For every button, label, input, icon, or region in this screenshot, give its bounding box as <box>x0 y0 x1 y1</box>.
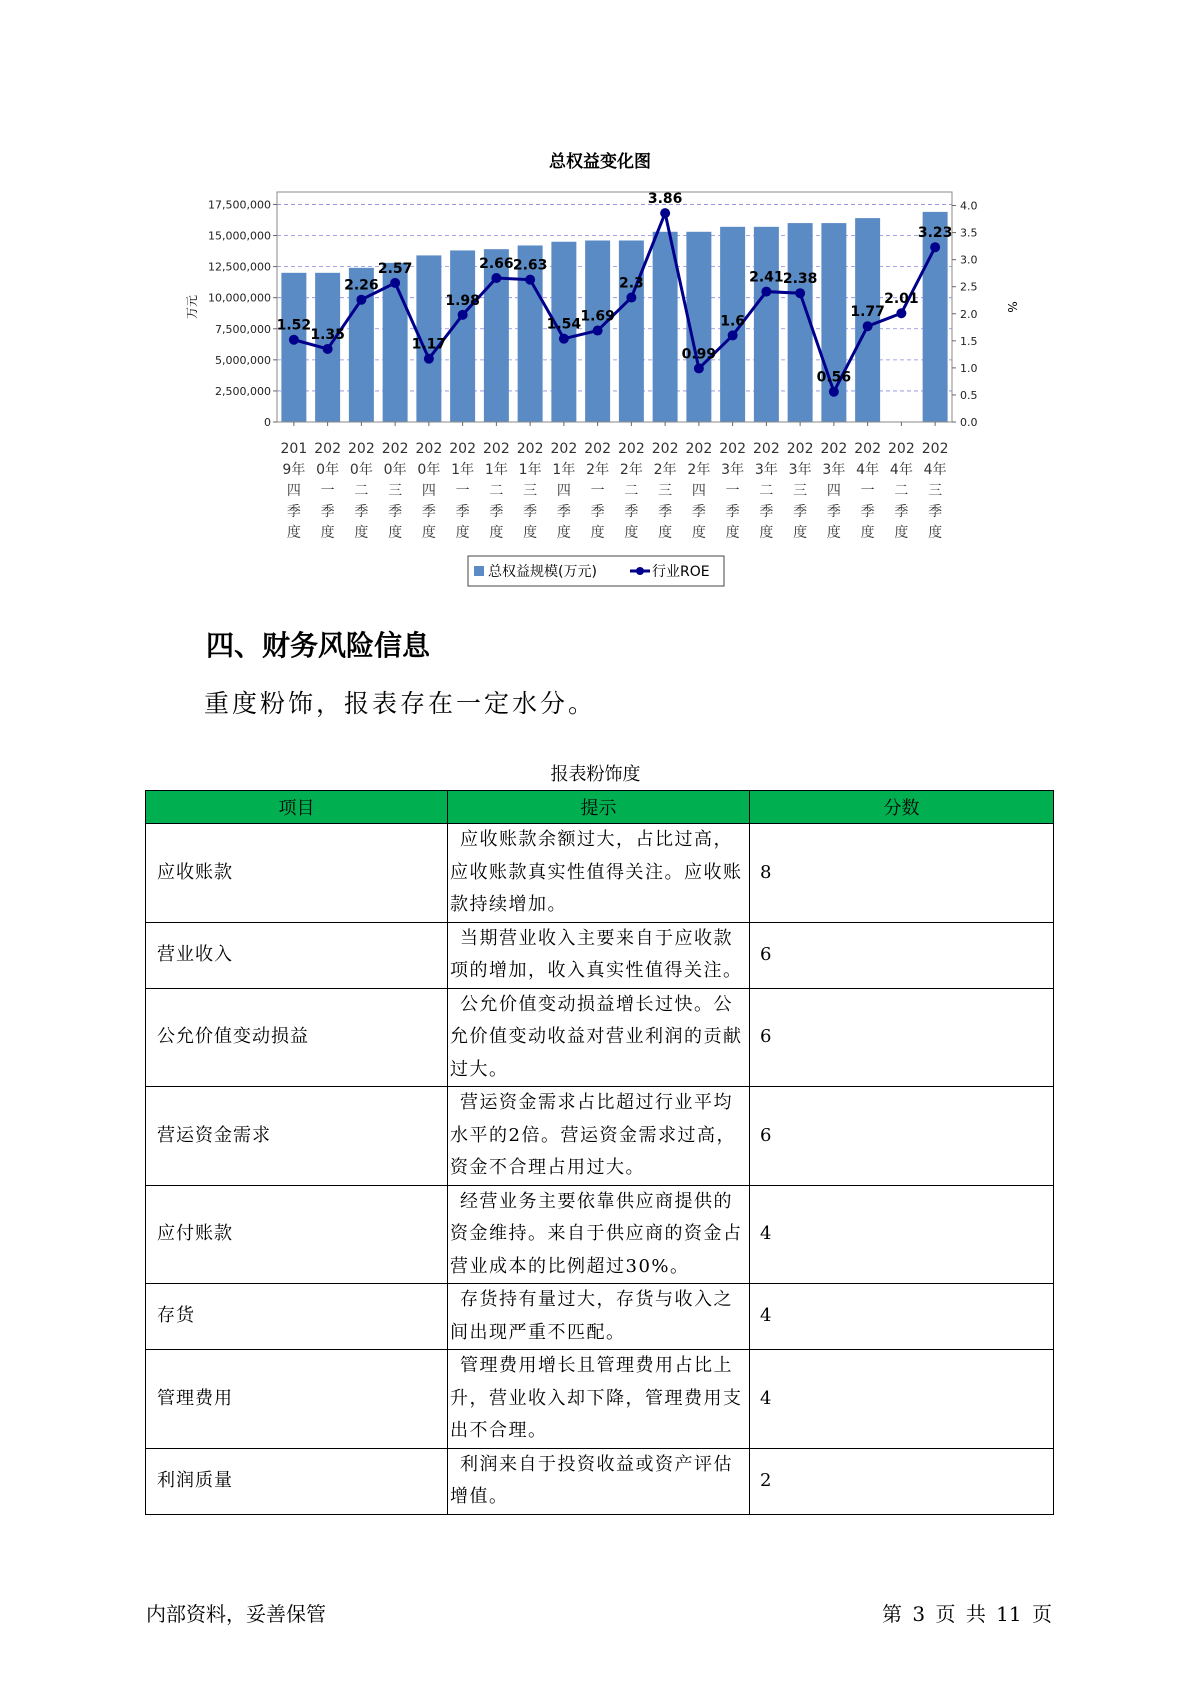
row-score: 6 <box>750 1087 1054 1186</box>
row-score: 6 <box>750 922 1054 988</box>
y2-tick-label: 2.5 <box>960 280 978 294</box>
roe-data-label: 1.98 <box>445 292 480 309</box>
footer-confidential: 内部资料，妥善保管 <box>146 1602 326 1626</box>
x-tick-label: 9年 <box>282 462 306 478</box>
roe-point <box>525 275 535 285</box>
x-tick-label: 一 <box>590 483 605 499</box>
table-row <box>146 988 1054 1087</box>
x-tick-label: 季 <box>894 504 909 520</box>
x-tick-label: 季 <box>725 504 740 520</box>
roe-point <box>930 242 940 252</box>
bar <box>754 227 779 422</box>
roe-data-label: 1.35 <box>310 326 345 343</box>
x-tick-label: 二 <box>759 483 774 499</box>
row-score: 2 <box>750 1448 1054 1514</box>
bar <box>450 250 475 422</box>
x-tick-label: 度 <box>624 525 639 541</box>
y-tick-label: 2,500,000 <box>215 384 271 398</box>
x-tick-label: 1年 <box>451 462 475 478</box>
x-tick-label: 202 <box>820 441 848 457</box>
roe-point <box>863 321 873 331</box>
x-tick-label: 4年 <box>856 462 880 478</box>
y-tick-label: 15,000,000 <box>208 229 271 243</box>
x-tick-label: 度 <box>894 525 909 541</box>
row-score: 4 <box>750 1284 1054 1350</box>
x-tick-label: 季 <box>556 504 571 520</box>
roe-data-label: 0.56 <box>816 369 852 386</box>
roe-data-label: 0.99 <box>681 346 717 363</box>
roe-data-label: 2.26 <box>344 277 379 294</box>
x-tick-label: 度 <box>421 525 436 541</box>
row-score: 4 <box>750 1185 1054 1284</box>
x-tick-label: 一 <box>860 483 875 499</box>
x-tick-label: 二 <box>894 483 909 499</box>
x-tick-label: 一 <box>455 483 470 499</box>
roe-data-label: 2.41 <box>749 269 784 286</box>
roe-point <box>458 310 468 320</box>
roe-data-label: 3.86 <box>647 191 683 208</box>
roe-data-label: 1.6 <box>720 313 746 330</box>
x-tick-label: 202 <box>381 441 409 457</box>
x-tick-label: 202 <box>888 441 915 457</box>
y2-tick-label: 2.0 <box>960 307 978 321</box>
table-row <box>146 922 1054 988</box>
risk-table <box>145 790 1054 1515</box>
x-tick-label: 202 <box>314 441 341 457</box>
row-item: 管理费用 <box>146 1350 448 1449</box>
y-tick-label: 12,500,000 <box>208 260 271 274</box>
x-tick-label: 3年 <box>788 462 812 478</box>
bar <box>281 273 306 422</box>
x-tick-label: 202 <box>651 441 679 457</box>
y2-tick-label: 1.0 <box>960 361 978 375</box>
row-hint: 经营业务主要依靠供应商提供的资金维持。来自于供应商的资金占营业成本的比例超过30%。 <box>448 1185 750 1284</box>
x-tick-label: 度 <box>590 525 605 541</box>
roe-data-label: 1.77 <box>850 304 885 321</box>
x-tick-label: 四 <box>556 483 571 499</box>
roe-point <box>289 335 299 345</box>
row-score: 8 <box>750 824 1054 923</box>
x-tick-label: 季 <box>354 504 369 520</box>
row-item: 公允价值变动损益 <box>146 988 448 1087</box>
row-score: 6 <box>750 988 1054 1087</box>
x-tick-label: 度 <box>759 525 774 541</box>
x-tick-label: 度 <box>286 525 301 541</box>
x-tick-label: 201 <box>280 441 308 457</box>
x-tick-label: 季 <box>590 504 605 520</box>
roe-data-label: 1.54 <box>546 316 582 333</box>
x-tick-label: 0年 <box>383 462 407 478</box>
x-tick-label: 三 <box>658 483 673 499</box>
table-row <box>146 1448 1054 1514</box>
table-row <box>146 1087 1054 1186</box>
roe-data-label: 1.69 <box>580 308 615 325</box>
row-item: 存货 <box>146 1284 448 1350</box>
x-tick-label: 4年 <box>889 462 913 478</box>
x-tick-label: 2年 <box>687 462 711 478</box>
table-header-row <box>146 791 1054 824</box>
header-score: 分数 <box>750 791 1054 824</box>
table-row <box>146 824 1054 923</box>
roe-data-label: 2.38 <box>782 271 818 288</box>
x-tick-label: 0年 <box>349 462 373 478</box>
x-tick-label: 度 <box>793 525 808 541</box>
table-row <box>146 1350 1054 1449</box>
row-hint: 营运资金需求占比超过行业平均水平的2倍。营运资金需求过高，资金不合理占用过大。 <box>448 1087 750 1186</box>
x-tick-label: 度 <box>489 525 504 541</box>
x-tick-label: 季 <box>388 504 403 520</box>
y2-tick-label: 3.0 <box>960 253 978 267</box>
x-tick-label: 四 <box>421 483 436 499</box>
x-tick-label: 四 <box>286 483 301 499</box>
row-hint: 应收账款余额过大，占比过高，应收账款真实性值得关注。应收账款持续增加。 <box>448 824 750 923</box>
x-tick-label: 202 <box>550 441 578 457</box>
x-tick-label: 四 <box>826 483 841 499</box>
x-tick-label: 季 <box>658 504 673 520</box>
roe-data-label: 1.52 <box>276 317 312 334</box>
y-axis-label: 万元 <box>185 294 199 320</box>
roe-line <box>277 191 953 397</box>
row-hint: 公允价值变动损益增长过快。公允价值变动收益对营业利润的贡献过大。 <box>448 988 750 1087</box>
x-tick-label: 202 <box>685 441 713 457</box>
x-tick-label: 三 <box>928 483 943 499</box>
row-item: 利润质量 <box>146 1448 448 1514</box>
roe-data-label: 2.63 <box>512 257 548 274</box>
roe-point <box>424 354 434 364</box>
x-tick-label: 1年 <box>518 462 542 478</box>
x-tick-label: 202 <box>618 441 645 457</box>
y2-tick-label: 1.5 <box>960 334 978 348</box>
legend-label-equity: 总权益规模(万元) <box>488 564 597 580</box>
roe-point <box>728 330 738 340</box>
x-tick-label: 度 <box>691 525 706 541</box>
roe-point <box>593 326 603 336</box>
bar <box>619 240 644 422</box>
roe-point <box>356 295 366 305</box>
chart-legend <box>468 556 724 586</box>
x-tick-label: 季 <box>691 504 706 520</box>
y-tick-label: 17,500,000 <box>208 198 271 212</box>
legend-swatch-bar <box>474 566 484 576</box>
x-tick-label: 202 <box>415 441 443 457</box>
x-tick-label: 202 <box>854 441 881 457</box>
roe-point <box>323 344 333 354</box>
y-tick-label: 0 <box>264 416 271 429</box>
row-item: 应收账款 <box>146 824 448 923</box>
x-tick-label: 3年 <box>822 462 846 478</box>
x-tick-label: 季 <box>421 504 436 520</box>
x-tick-label: 度 <box>388 525 403 541</box>
y2-tick-label: 0.5 <box>960 388 978 402</box>
x-tick-label: 2年 <box>619 462 643 478</box>
legend-label-roe: 行业ROE <box>652 564 710 580</box>
row-item: 营运资金需求 <box>146 1087 448 1186</box>
x-tick-label: 度 <box>928 525 943 541</box>
x-tick-label: 202 <box>584 441 611 457</box>
x-tick-label: 2年 <box>653 462 677 478</box>
legend-swatch-point <box>636 567 644 575</box>
table-caption: 报表粉饰度 <box>550 764 641 785</box>
x-tick-label: 202 <box>921 441 949 457</box>
y2-tick-label: 3.5 <box>960 226 978 240</box>
row-hint: 存货持有量过大，存货与收入之间出现严重不匹配。 <box>448 1284 750 1350</box>
x-tick-label: 度 <box>320 525 335 541</box>
x-tick-label: 202 <box>483 441 510 457</box>
chart-grid <box>277 204 952 390</box>
x-tick-label: 季 <box>793 504 808 520</box>
roe-data-label: 3.23 <box>917 225 953 242</box>
roe-data-label: 1.17 <box>411 336 447 353</box>
roe-data-label: 2.3 <box>618 275 644 292</box>
x-tick-label: 度 <box>658 525 673 541</box>
x-tick-label: 季 <box>455 504 470 520</box>
x-tick-label: 度 <box>826 525 841 541</box>
roe-data-label: 2.01 <box>884 291 919 308</box>
row-hint: 利润来自于投资收益或资产评估增值。 <box>448 1448 750 1514</box>
x-tick-label: 202 <box>516 441 544 457</box>
x-tick-label: 季 <box>928 504 943 520</box>
table-row <box>146 1284 1054 1350</box>
x-tick-label: 一 <box>725 483 740 499</box>
x-tick-label: 202 <box>786 441 814 457</box>
y2-tick-label: 4.0 <box>960 199 978 213</box>
x-tick-label: 三 <box>388 483 403 499</box>
x-tick-label: 季 <box>759 504 774 520</box>
header-item: 项目 <box>146 791 448 824</box>
x-tick-label: 3年 <box>721 462 745 478</box>
row-item: 营业收入 <box>146 922 448 988</box>
roe-point <box>795 288 805 298</box>
x-tick-label: 季 <box>320 504 335 520</box>
roe-data-label: 2.57 <box>377 260 413 277</box>
x-tick-label: 二 <box>624 483 639 499</box>
x-tick-label: 0年 <box>417 462 441 478</box>
x-tick-label: 度 <box>860 525 875 541</box>
x-tick-label: 季 <box>523 504 538 520</box>
roe-point <box>829 387 839 397</box>
table-row <box>146 1185 1054 1284</box>
roe-point <box>626 293 636 303</box>
x-tick-label: 1年 <box>484 462 508 478</box>
header-hint: 提示 <box>448 791 750 824</box>
roe-point <box>761 287 771 297</box>
row-hint: 当期营业收入主要来自于应收款项的增加，收入真实性值得关注。 <box>448 922 750 988</box>
x-tick-label: 3年 <box>754 462 778 478</box>
risk-summary: 重度粉饰，报表存在一定水分。 <box>204 689 597 718</box>
y2-tick-label: 0.0 <box>960 416 978 429</box>
x-tick-label: 季 <box>826 504 841 520</box>
y-tick-label: 5,000,000 <box>215 353 271 367</box>
row-item: 应付账款 <box>146 1185 448 1284</box>
x-tick-label: 度 <box>523 525 538 541</box>
x-tick-label: 4年 <box>923 462 947 478</box>
x-tick-label: 202 <box>719 441 746 457</box>
roe-point <box>390 278 400 288</box>
equity-chart <box>0 0 1191 600</box>
roe-point <box>559 334 569 344</box>
x-tick-label: 0年 <box>316 462 340 478</box>
roe-data-label: 2.66 <box>479 256 514 273</box>
x-tick-label: 一 <box>320 483 335 499</box>
x-tick-label: 三 <box>523 483 538 499</box>
y2-axis-label: % <box>1005 301 1019 313</box>
x-tick-label: 202 <box>348 441 375 457</box>
x-tick-label: 1年 <box>552 462 576 478</box>
section-title: 四、财务风险信息 <box>206 629 431 662</box>
chart-title: 总权益变化图 <box>549 152 651 172</box>
x-tick-label: 季 <box>489 504 504 520</box>
x-tick-label: 季 <box>286 504 301 520</box>
row-hint: 管理费用增长且管理费用占比上升，营业收入却下降，管理费用支出不合理。 <box>448 1350 750 1449</box>
roe-point <box>896 308 906 318</box>
x-tick-label: 度 <box>455 525 470 541</box>
roe-point <box>694 363 704 373</box>
x-tick-label: 二 <box>354 483 369 499</box>
roe-point <box>491 273 501 283</box>
x-tick-label: 202 <box>449 441 476 457</box>
x-tick-label: 度 <box>725 525 740 541</box>
y-tick-label: 7,500,000 <box>215 322 271 336</box>
x-tick-label: 季 <box>624 504 639 520</box>
x-tick-label: 202 <box>753 441 780 457</box>
y-tick-label: 10,000,000 <box>208 291 271 305</box>
footer-page-number: 第 3 页 共 11 页 <box>882 1602 1052 1626</box>
x-tick-label: 季 <box>860 504 875 520</box>
x-tick-label: 度 <box>354 525 369 541</box>
x-tick-label: 度 <box>556 525 571 541</box>
row-score: 4 <box>750 1350 1054 1449</box>
x-tick-label: 三 <box>793 483 808 499</box>
roe-point <box>660 208 670 218</box>
x-tick-label: 四 <box>691 483 706 499</box>
x-tick-label: 二 <box>489 483 504 499</box>
x-tick-label: 2年 <box>586 462 610 478</box>
